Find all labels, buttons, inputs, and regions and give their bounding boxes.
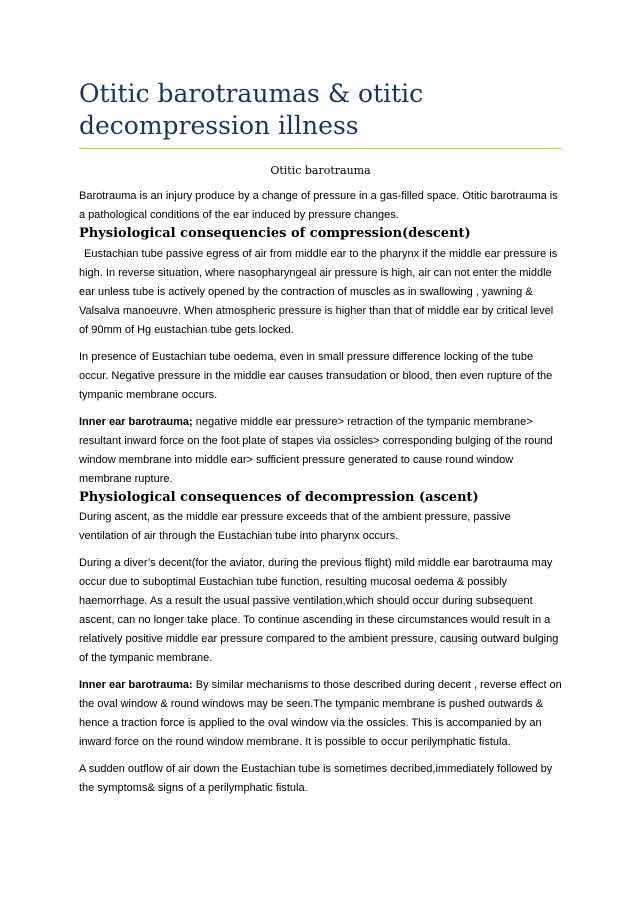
decompression-inner-ear-paragraph [79,676,562,752]
inner-ear-label: Inner ear barotrauma; [79,416,193,428]
section-heading-decompression: Physiological consequences of decompression (ascent) [79,490,479,505]
compression-paragraph-1: Eustachian tube passive egress of air from middle ear to the pharynx if the middle ear pressure is high. In reverse situation, where nasopharyngeal air pressure is high, air can not enter the middle ear unless tube is actively opened by the contraction of muscles as in swallowing , yawning & Valsalva manoeuvre. When atmospheric pressure is higher than that of middle ear by critical level of 90mm of Hg eustachian tube gets locked. [79,248,558,336]
inner-ear-text: negative middle ear pressure> retraction of the tympanic membrane> resultant inward force on the foot plate of stapes via ossicles> corresponding bulging of the round window membrane into middle ear> sufficient pressure generated to cause round window membrane rupture. [79,416,553,485]
decompression-paragraph-1: During ascent, as the middle ear pressure exceeds that of the ambient pressure, passive ventilation of air through the Eustachian tube into pharynx occurs. [79,511,511,542]
title-line-1: Otitic barotraumas & otitic [79,79,424,108]
title-underline [79,148,562,149]
inner-ear-label: Inner ear barotrauma: [79,679,193,691]
title-line-2: decompression illness [79,111,359,140]
decompression-closing-paragraph: A sudden outflow of air down the Eustachian tube is sometimes decribed,immediately followed by the symptoms& signs of a perilymphatic fistula. [79,763,553,794]
document-title [79,78,562,142]
section-heading-compression: Physiological consequencies of compression(descent) [79,226,471,241]
decompression-paragraph-2: During a diver’s decent(for the aviator, during the previous flight) mild middle ear barotrauma may occur due to suboptimal Eustachian tube function, resulting mucosal oedema & possibly haemorrhage. As a result the usual passive ventilation,which should occur during subsequent ascent, can no longer take place. To continue ascending in these circumstances would result in a relatively positive middle ear pressure compared to the ambient pressure, causing outward bulging of the tympanic membrane. [79,557,559,664]
inner-ear-text: By similar mechanisms to those described during decent , reverse effect on the oval window & round windows may be seen.The tympanic membrane is pushed outwards & hence a traction force is applied to the oval window via the ossicles. This is accompanied by an inward force on the round window membrane. It is possible to occur perilymphatic fistula. [79,679,562,748]
document-page [79,78,562,798]
compression-paragraph-2: In presence of Eustachian tube oedema, even in small pressure difference locking of the tube occur. Negative pressure in the middle ear causes transudation or blood, then even rupture of the tympanic membrane occurs. [79,351,553,401]
intro-paragraph: Barotrauma is an injury produce by a change of pressure in a gas-filled space. Otitic barotrauma is a pathological conditions of the ear induced by pressure changes. [79,190,558,221]
compression-inner-ear-paragraph [79,413,562,489]
document-subtitle: Otitic barotrauma [270,164,371,177]
